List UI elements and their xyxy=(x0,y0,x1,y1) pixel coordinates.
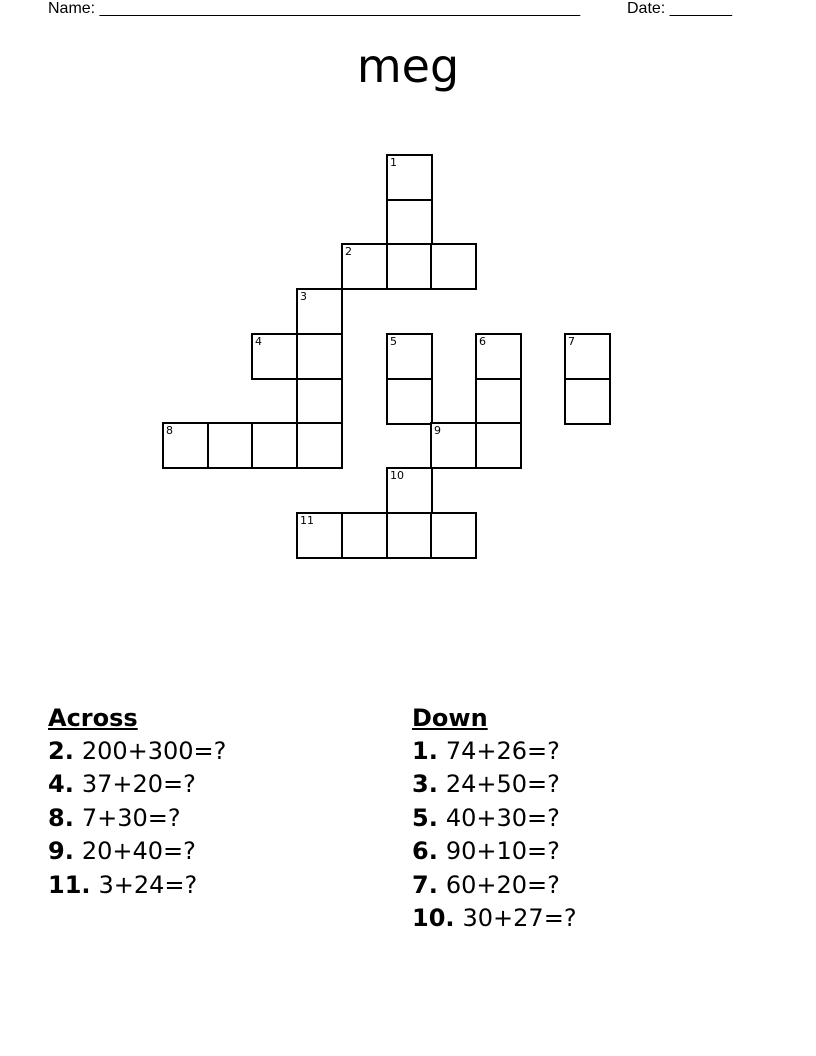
crossword-cell[interactable] xyxy=(296,422,343,469)
crossword-cell[interactable] xyxy=(296,288,343,335)
crossword-cell[interactable] xyxy=(430,243,477,290)
down-clue-list xyxy=(412,735,752,935)
clue-item xyxy=(412,768,752,801)
clue-text: 40+30=? xyxy=(445,803,560,832)
clue-text: 74+26=? xyxy=(445,737,560,765)
crossword-cell[interactable] xyxy=(296,333,343,380)
cell-number: 6 xyxy=(479,335,486,348)
crossword-cell[interactable] xyxy=(475,378,522,425)
page-title: meg xyxy=(356,39,460,93)
crossword-cell[interactable] xyxy=(251,422,298,469)
clue-number: 4. xyxy=(48,770,74,799)
across-heading: Across xyxy=(48,704,138,732)
clue-item xyxy=(412,869,752,902)
clue-number: 3. xyxy=(412,770,438,799)
clue-item xyxy=(48,802,388,835)
clue-number: 8. xyxy=(48,803,74,832)
crossword-cell[interactable] xyxy=(430,422,477,469)
clue-text: 3+24=? xyxy=(98,870,198,899)
crossword-cell[interactable] xyxy=(386,333,433,380)
clue-item xyxy=(48,735,388,768)
cell-number: 4 xyxy=(255,335,262,348)
crossword-cell[interactable] xyxy=(386,378,433,425)
cell-number: 8 xyxy=(166,424,173,437)
clue-number: 7. xyxy=(412,870,438,899)
cell-number: 2 xyxy=(345,245,352,258)
clue-item xyxy=(412,902,752,935)
crossword-cell[interactable] xyxy=(341,243,388,290)
down-heading: Down xyxy=(412,704,488,732)
cell-number: 1 xyxy=(390,156,397,169)
clue-text: 90+10=? xyxy=(445,837,560,866)
crossword-cell[interactable] xyxy=(386,199,433,246)
clue-text: 200+300=? xyxy=(81,737,227,765)
clue-text: 60+20=? xyxy=(445,870,560,899)
crossword-cell[interactable] xyxy=(564,378,611,425)
crossword-cell[interactable] xyxy=(475,333,522,380)
cell-number: 7 xyxy=(568,335,575,348)
clue-item xyxy=(48,869,388,902)
cell-number: 10 xyxy=(390,469,404,482)
clue-item xyxy=(48,835,388,868)
clue-number: 2. xyxy=(48,737,74,765)
clue-number: 6. xyxy=(412,837,438,866)
crossword-cell[interactable] xyxy=(207,422,254,469)
down-clues xyxy=(412,702,752,935)
clue-number: 5. xyxy=(412,803,438,832)
crossword-cell[interactable] xyxy=(386,154,433,201)
crossword-cell[interactable] xyxy=(341,512,388,559)
crossword-cell[interactable] xyxy=(386,467,433,514)
cell-number: 5 xyxy=(390,335,397,348)
cell-number: 11 xyxy=(300,514,314,527)
clue-number: 1. xyxy=(412,737,438,765)
clue-text: 37+20=? xyxy=(81,770,196,799)
date-field-label: Date: _______ xyxy=(627,0,732,17)
clue-item xyxy=(48,768,388,801)
clue-number: 10. xyxy=(412,904,455,933)
crossword-cell[interactable] xyxy=(251,333,298,380)
across-clue-list xyxy=(48,735,388,902)
crossword-cell[interactable] xyxy=(564,333,611,380)
clue-text: 7+30=? xyxy=(81,803,181,832)
clue-number: 9. xyxy=(48,837,74,866)
name-field-label: Name: ______________________________________________________ xyxy=(48,0,581,17)
clue-text: 24+50=? xyxy=(445,770,560,799)
clue-text: 20+40=? xyxy=(81,837,196,866)
crossword-cell[interactable] xyxy=(296,512,343,559)
crossword-cell[interactable] xyxy=(386,512,433,559)
clue-item xyxy=(412,835,752,868)
clue-item xyxy=(412,735,752,768)
clue-text: 30+27=? xyxy=(462,904,577,933)
crossword-cell[interactable] xyxy=(475,422,522,469)
crossword-cell[interactable] xyxy=(386,243,433,290)
crossword-cell[interactable] xyxy=(162,422,209,469)
crossword-cell[interactable] xyxy=(430,512,477,559)
clue-item xyxy=(412,802,752,835)
crossword-cell[interactable] xyxy=(296,378,343,425)
cell-number: 9 xyxy=(434,424,441,437)
clue-number: 11. xyxy=(48,870,91,899)
across-clues xyxy=(48,702,388,902)
cell-number: 3 xyxy=(300,290,307,303)
